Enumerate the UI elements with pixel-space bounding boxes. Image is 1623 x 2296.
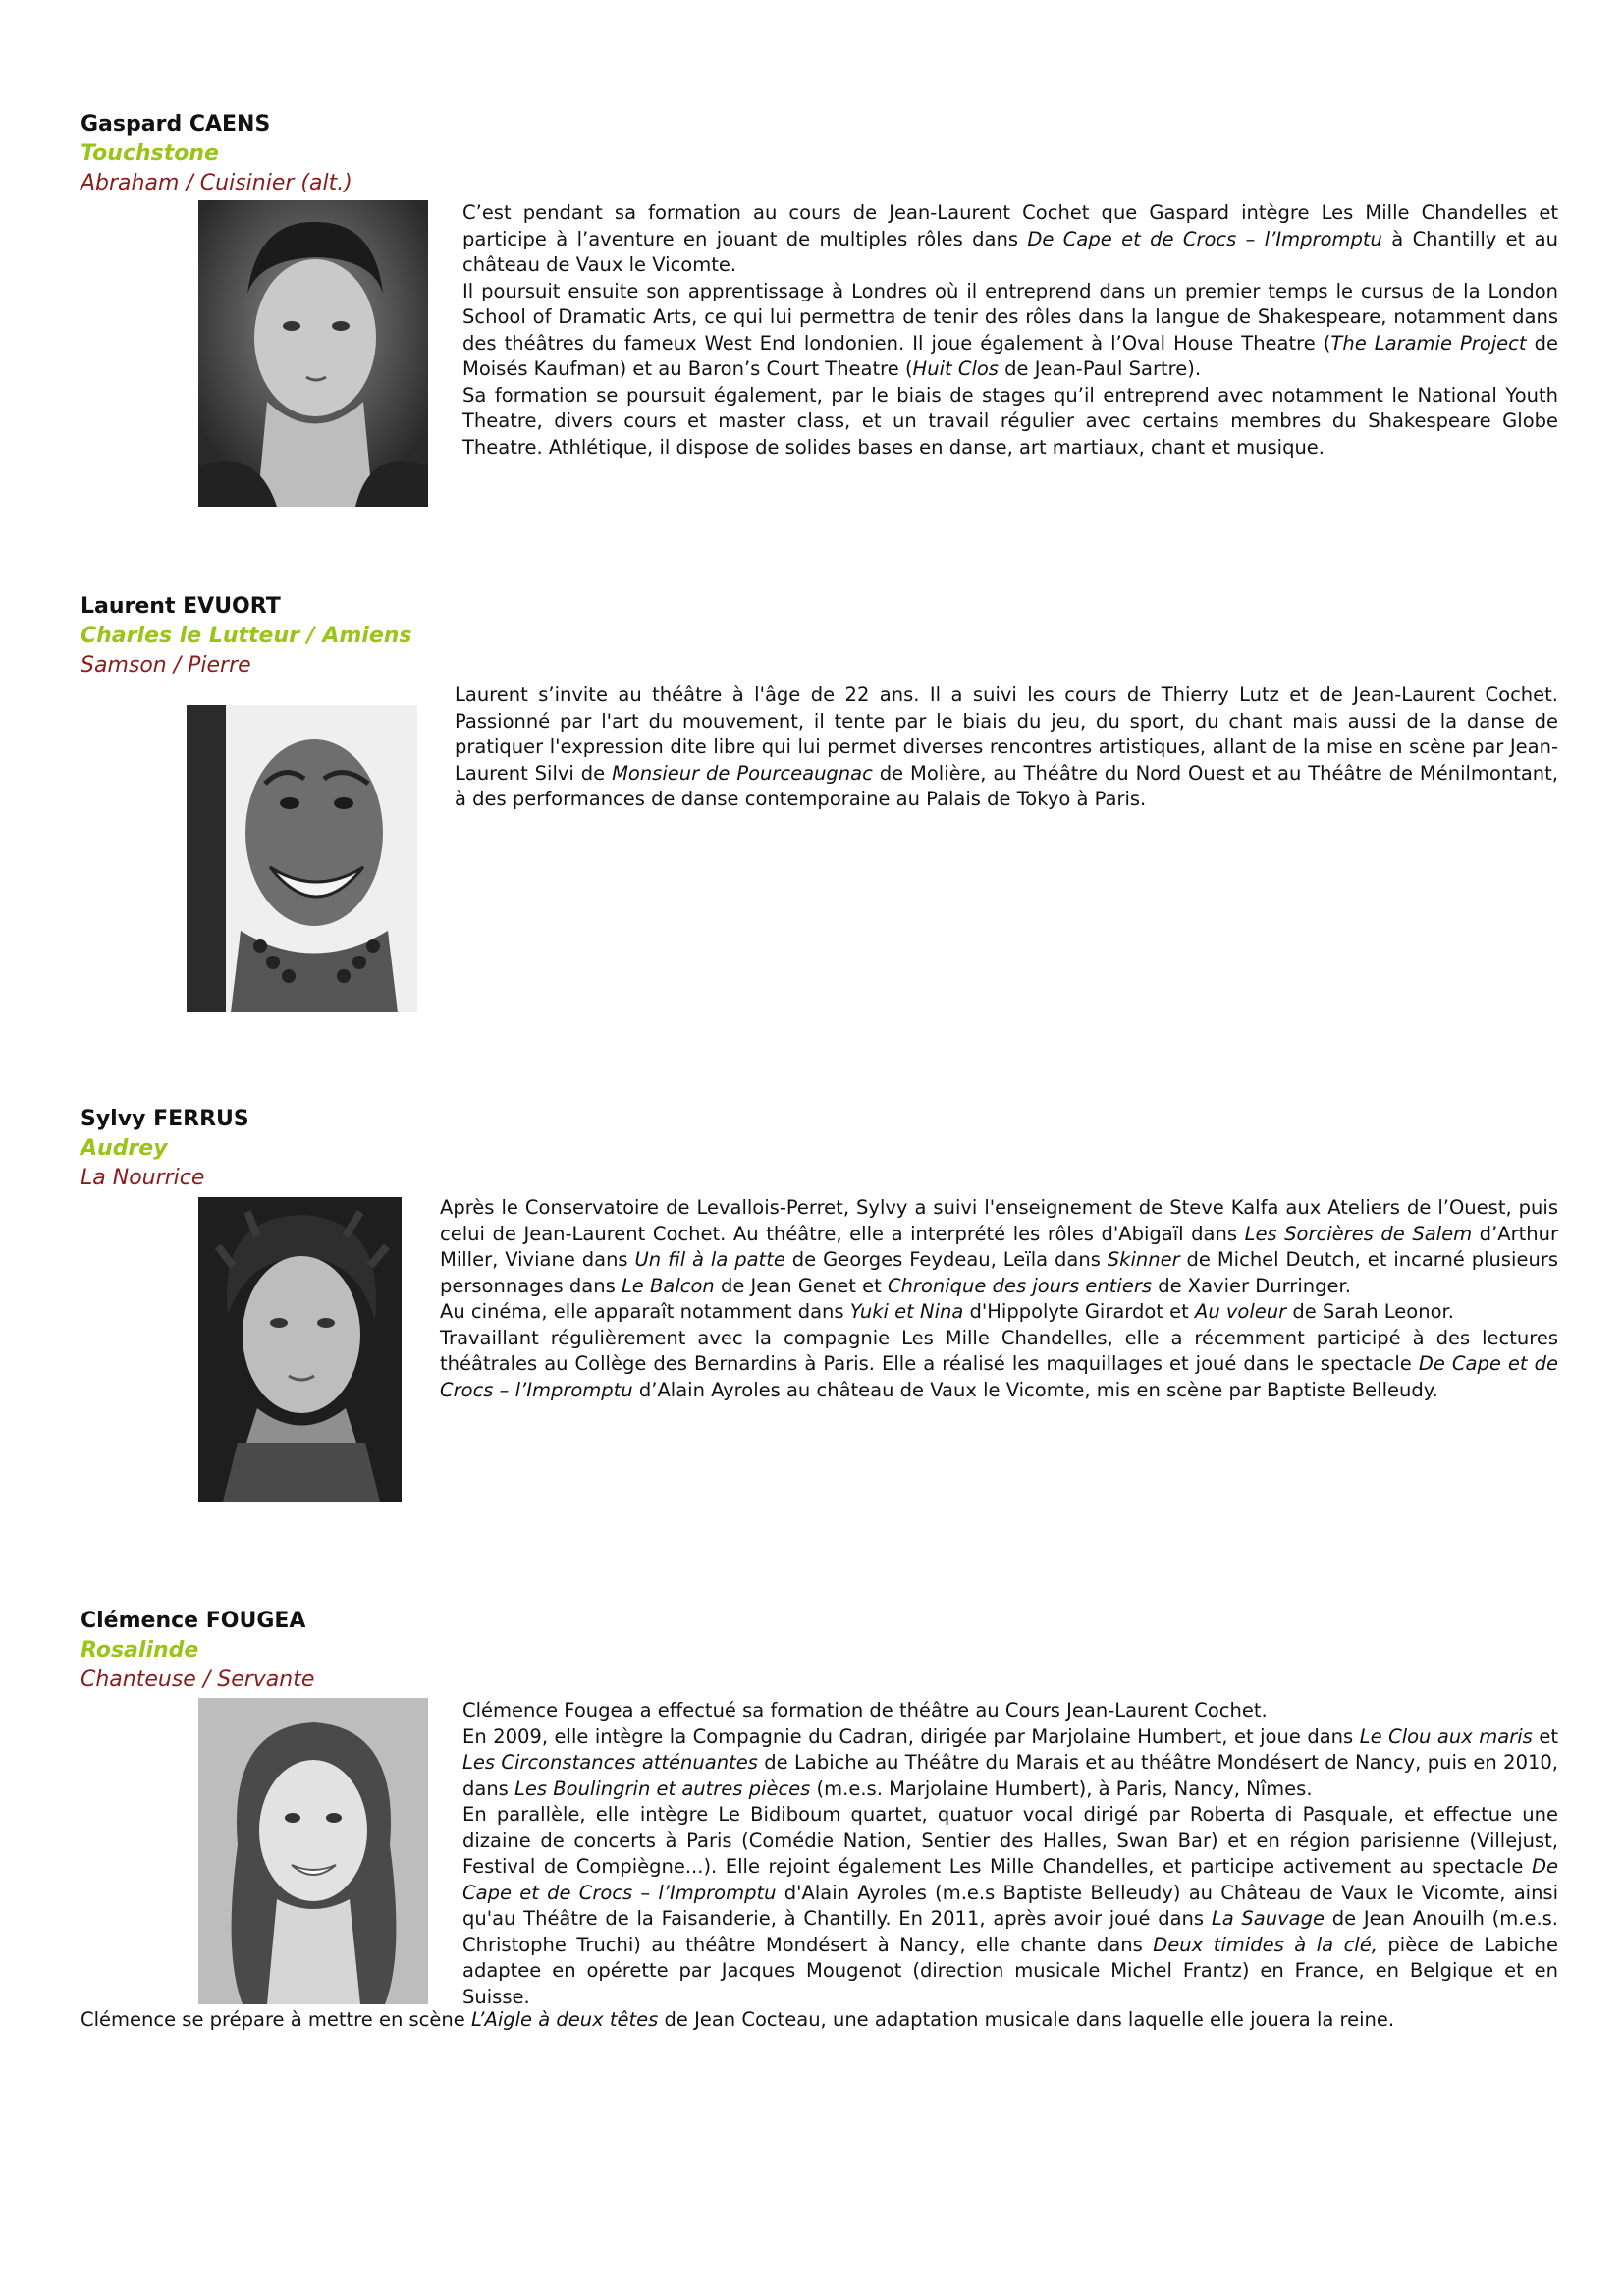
actor-role: Charles le Lutteur / Amiens [81,624,412,648]
bio-paragraph: C’est pendant sa formation au cours de Jean-Laurent Cochet que Gaspard intègre Les Mille Chandelles et participe à l’aventure en jouant de multiples rôles dans De Cape et de Crocs – l’Impromptu à Chantilly et au château de Vaux le Vicomte. [462,201,1558,276]
portrait-image [198,200,428,507]
actor-bio [462,200,1558,461]
portrait-image [187,705,417,1012]
portrait-image [198,1698,428,2004]
actor-alt-roles: Samson / Pierre [81,653,251,678]
actor-bio [440,1195,1558,1403]
actor-photo [198,1197,402,1502]
actor-bio [462,1698,1558,2010]
bio-paragraph: Il poursuit ensuite son apprentissage à Londres où il entreprend dans un premier temps le cursus de la London School of Dramatic Arts, ce qui lui permettra de tenir des rôles dans la langue de Shakespeare, notamment dans des théâtres du fameux West End londonien. Il joue également à l’Oval House Theatre (The Laramie Project de Moisés Kaufman) et au Baron’s Court Theatre (Huit Clos de Jean-Paul Sartre). [462,279,1559,380]
bio-paragraph: Travaillant régulièrement avec la compagnie Les Mille Chandelles, elle a récemment participé à des lectures théâtrales au Collège des Bernardins à Paris. Elle a réalisé les maquillages et joué dans le spectacle De Cape et de Crocs – l’Impromptu d’Alain Ayroles au château de Vaux le Vicomte, mis en scène par Baptiste Belleudy. [440,1326,1558,1401]
bio-paragraph: En 2009, elle intègre la Compagnie du Cadran, dirigée par Marjolaine Humbert, et joue dans Le Clou aux maris et Les Circonstances atténuantes de Labiche au Théâtre du Marais et au théâtre Mondésert de Nancy, puis en 2010, dans Les Boulingrin et autres pièces (m.e.s. Marjolaine Humbert), à Paris, Nancy, Nîmes. [462,1724,1559,1800]
actor-alt-roles: Abraham / Cuisinier (alt.) [81,171,352,195]
bio-closing-line: Clémence se prépare à mettre en scène L’Aigle à deux têtes de Jean Cocteau, une adaptation musicale dans laquelle elle jouera la reine. [81,2008,1395,2031]
actor-alt-roles: La Nourrice [81,1166,205,1190]
bio-paragraph: Après le Conservatoire de Levallois-Perret, Sylvy a suivi l'enseignement de Steve Kalfa aux Ateliers de l’Ouest, puis celui de Jean-Laurent Cochet. Au théâtre, elle a interprété les rôles d'Abigaïl dans Les Sorcières de Salem d’Arthur Miller, Viviane dans Un fil à la patte de Georges Feydeau, Leïla dans Skinner de Michel Deutch, et incarné plusieurs personnages dans Le Balcon de Jean Genet et Chronique des jours entiers de Xavier Durringer. [440,1196,1558,1297]
actor-name: Gaspard CAENS [81,112,271,137]
bio-paragraph: Laurent s’invite au théâtre à l'âge de 22 ans. Il a suivi les cours de Thierry Lutz et de Jean-Laurent Cochet. Passionné par l'art du mouvement, il tente par le biais du jeu, du sport, du chant mais aussi de la danse de pratiquer l'expression dite libre qui lui permet diverses rencontres artistiques, allant de la mise en scène par Jean-Laurent Silvi de Monsieur de Pourceaugnac de Molière, au Théâtre du Nord Ouest et au Théâtre de Ménilmontant, à des performances de danse contemporaine au Palais de Tokyo à Paris. [455,683,1559,810]
portrait-image [198,1197,402,1502]
actor-role: Touchstone [81,141,219,166]
bio-paragraph: En parallèle, elle intègre Le Bidiboum quartet, quatuor vocal dirigé par Roberta di Pasquale, et effectue une dizaine de concerts à Paris (Comédie Nation, Sentier des Halles, Swan Bar) et en région parisienne (Villejust, Festival de Compiègne...). Elle rejoint également Les Mille Chandelles, et participe activement au spectacle De Cape et de Crocs – l’Impromptu d'Alain Ayroles (m.e.s Baptiste Belleudy) au Château de Vaux le Vicomte, ainsi qu'au Théâtre de la Faisanderie, à Chantilly. En 2011, après avoir joué dans La Sauvage de Jean Anouilh (m.e.s. Christophe Truchi) au théâtre Mondésert à Nancy, elle chante dans Deux timides à la clé, pièce de Labiche adaptee en opérette par Jacques Mougenot (direction musicale Michel Frantz) en France, en Belgique et en Suisse. [462,1803,1559,2008]
actor-photo [198,1698,428,2004]
actor-name: Laurent EVUORT [81,594,281,619]
actor-photo [187,705,417,1012]
actor-role: Rosalinde [81,1638,199,1663]
bio-paragraph: Au cinéma, elle apparaît notamment dans Yuki et Nina d'Hippolyte Girardot et Au voleur de Sarah Leonor. [440,1300,1454,1323]
actor-bio [455,683,1558,813]
bio-paragraph: Sa formation se poursuit également, par le biais de stages qu’il entreprend avec notamment le National Youth Theatre, divers cours et master class, et un travail régulier avec certains membres du Shakespeare Globe Theatre. Athlétique, il dispose de solides bases en danse, art martiaux, chant et musique. [462,383,1558,459]
actor-name: Clémence FOUGEA [81,1609,306,1633]
actor-role: Audrey [81,1136,168,1161]
actor-photo [198,200,428,507]
bio-paragraph: Clémence Fougea a effectué sa formation de théâtre au Cours Jean-Laurent Cochet. [462,1699,1268,1722]
actor-alt-roles: Chanteuse / Servante [81,1667,315,1692]
actor-name: Sylvy FERRUS [81,1107,249,1131]
